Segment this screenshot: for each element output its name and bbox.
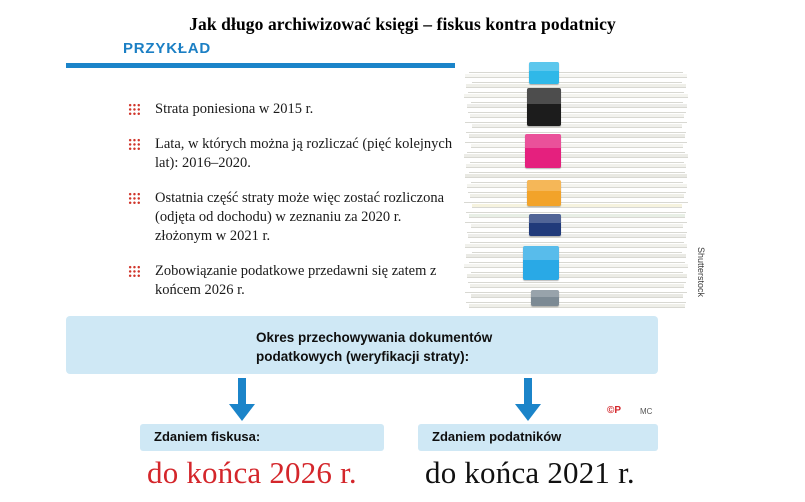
branch-box-taxpayers <box>418 424 658 451</box>
arrow-down-right-icon <box>515 378 541 422</box>
bullet-square-icon <box>128 138 141 151</box>
list-item <box>128 100 458 119</box>
page-subtitle: PRZYKŁAD <box>123 40 212 57</box>
binder-clip-navy <box>529 214 561 236</box>
period-box-line2: podatkowych (weryfikacji straty): <box>256 349 470 364</box>
list-item-label: Ostatnia część straty może więc zostać rozliczona (odjęta od dochodu) w zeznaniu za 2020 r. złożonym w 2021 r. <box>155 190 445 244</box>
binder-clip-magenta <box>525 134 561 168</box>
branch-box-tax-office <box>140 424 384 451</box>
binder-clip-grey <box>531 290 559 306</box>
branch-result-tax-office: do końca 2026 r. <box>147 455 357 490</box>
branch-label-taxpayers: Zdaniem podatników <box>432 429 562 444</box>
bullet-square-icon <box>128 265 141 278</box>
list-item-label: Lata, w których można ją rozliczać (pięć kolejnych lat): 2016–2020. <box>155 136 453 171</box>
list-item <box>128 135 458 173</box>
branch-label-tax-office: Zdaniem fiskusa: <box>154 429 261 444</box>
list-item-label: Strata poniesiona w 2015 r. <box>155 101 314 117</box>
arrow-down-left-icon <box>229 378 255 422</box>
branch-result-taxpayers: do końca 2021 r. <box>425 455 635 490</box>
paper-stack-illustration <box>463 64 691 314</box>
list-item <box>128 189 458 246</box>
binder-clip-cyan-bottom <box>523 246 559 280</box>
bullet-square-icon <box>128 192 141 205</box>
period-box-text <box>256 328 492 366</box>
period-box-line1: Okres przechowywania dokumentów <box>256 330 493 345</box>
list-item <box>128 262 458 300</box>
binder-clip-cyan-top <box>529 62 559 84</box>
page-title: Jak długo archiwizować księgi – fiskus kontra podatnicy <box>189 14 616 34</box>
photo-credit: Shutterstock <box>696 247 706 298</box>
document-stack-photo <box>455 62 701 314</box>
binder-clip-orange <box>527 180 561 206</box>
copyright-mark: ©P <box>607 405 622 416</box>
binder-clip-black <box>527 88 561 126</box>
list-item-label: Zobowiązanie podatkowe przedawni się zatem z końcem 2026 r. <box>155 263 437 298</box>
period-box <box>66 316 658 374</box>
bullet-square-icon <box>128 103 141 116</box>
bullet-list <box>128 100 458 316</box>
author-initials: MC <box>640 407 653 416</box>
